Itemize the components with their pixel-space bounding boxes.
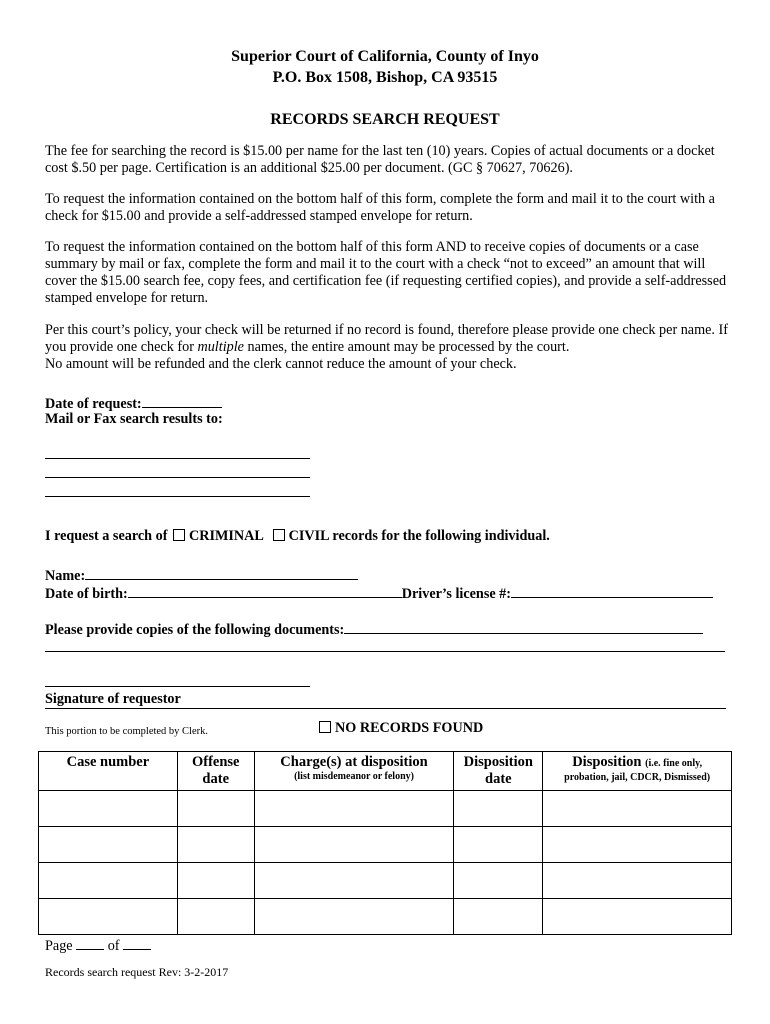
table-cell[interactable] bbox=[177, 827, 254, 863]
table-cell[interactable] bbox=[39, 899, 178, 935]
table-cell[interactable] bbox=[454, 863, 543, 899]
date-field[interactable] bbox=[142, 394, 222, 408]
table-cell[interactable] bbox=[454, 827, 543, 863]
header-disposition-sub2: probation, jail, CDCR, Dismissed) bbox=[564, 772, 711, 783]
clerk-note: This portion to be completed by Clerk. bbox=[45, 726, 209, 737]
criminal-checkbox[interactable] bbox=[173, 529, 185, 541]
header-disposition-sub1: (i.e. fine only, bbox=[645, 758, 703, 769]
no-records-label: NO RECORDS FOUND bbox=[335, 720, 484, 736]
table-cell[interactable] bbox=[177, 863, 254, 899]
records-table bbox=[38, 751, 732, 935]
policy-text-b: names, the entire amount may be processed by the court. bbox=[243, 339, 570, 355]
table-cell[interactable] bbox=[254, 827, 454, 863]
table-cell[interactable] bbox=[254, 899, 454, 935]
date-label: Date of request: bbox=[45, 396, 142, 412]
table-row bbox=[39, 863, 732, 899]
table-cell[interactable] bbox=[543, 827, 732, 863]
dob-label: Date of birth: bbox=[45, 586, 128, 602]
court-address: P.O. Box 1508, Bishop, CA 93515 bbox=[272, 69, 498, 86]
header-disposition: Disposition (i.e. fine only, probation, jail, CDCR, Dismissed) bbox=[543, 752, 732, 791]
signature-label: Signature of requestor bbox=[45, 691, 181, 707]
criminal-label: CRIMINAL bbox=[188, 528, 264, 544]
section-divider bbox=[45, 708, 726, 709]
of-label: of bbox=[107, 938, 120, 954]
address-line-3[interactable] bbox=[45, 496, 310, 497]
header-case-number: Case number bbox=[39, 752, 178, 791]
request-prefix: I request a search of bbox=[45, 528, 168, 544]
signature-line[interactable] bbox=[45, 686, 310, 687]
policy-italic: multiple bbox=[197, 339, 244, 355]
table-header-row bbox=[39, 752, 732, 791]
table-row bbox=[39, 827, 732, 863]
table-cell[interactable] bbox=[254, 791, 454, 827]
copies-paragraph: To request the information contained on the bottom half of this form AND to receive copies of documents or a case summary by mail or fax, complete the form and mail it to the court with a check “not to exceed” an amount that will cover the $15.00 search fee, copy fees, and certification fee (if requesting certified copies), and provide a self-addressed stamped envelope for return. bbox=[45, 239, 727, 306]
page-label: Page bbox=[45, 938, 73, 954]
name-label: Name: bbox=[45, 568, 86, 584]
copies-label: Please provide copies of the following documents: bbox=[45, 622, 345, 638]
page-number-row bbox=[45, 936, 151, 955]
bottom-half-paragraph: To request the information contained on the bottom half of this form, complete the form and mail it to the court with a check for $15.00 and provide a self-addressed stamped envelope for return. bbox=[45, 191, 715, 224]
policy-text-c: No amount will be refunded and the clerk cannot reduce the amount of your check. bbox=[45, 356, 517, 372]
page-total-field[interactable] bbox=[123, 936, 151, 950]
copies-extra-line[interactable] bbox=[45, 651, 725, 652]
header-charges-sub: (list misdemeanor or felony) bbox=[294, 771, 414, 782]
table-cell[interactable] bbox=[177, 899, 254, 935]
address-line-2[interactable] bbox=[45, 477, 310, 478]
table-cell[interactable] bbox=[543, 899, 732, 935]
header-charges: Charge(s) at disposition (list misdemeanor or felony) bbox=[254, 752, 454, 791]
dob-row bbox=[45, 584, 713, 603]
search-type-row bbox=[45, 528, 550, 545]
copies-row bbox=[45, 620, 703, 639]
form-title: RECORDS SEARCH REQUEST bbox=[270, 111, 500, 128]
civil-checkbox[interactable] bbox=[273, 529, 285, 541]
revision-note: Records search request Rev: 3-2-2017 bbox=[45, 965, 229, 979]
table-cell[interactable] bbox=[454, 791, 543, 827]
court-name: Superior Court of California, County of Inyo bbox=[231, 48, 539, 65]
policy-text-a: Per this court’s policy, your check will be returned if no record is found, therefore please provide one check per name. If you provide one check for bbox=[45, 322, 728, 355]
table-cell[interactable] bbox=[454, 899, 543, 935]
dob-field[interactable] bbox=[128, 584, 402, 598]
table-cell[interactable] bbox=[543, 791, 732, 827]
page-number-field[interactable] bbox=[76, 936, 104, 950]
no-records-checkbox[interactable] bbox=[319, 721, 331, 733]
table-row bbox=[39, 791, 732, 827]
table-cell[interactable] bbox=[39, 827, 178, 863]
address-line-1[interactable] bbox=[45, 458, 310, 459]
name-field[interactable] bbox=[85, 566, 358, 580]
table-cell[interactable] bbox=[39, 791, 178, 827]
table-cell[interactable] bbox=[254, 863, 454, 899]
mail-label: Mail or Fax search results to: bbox=[45, 411, 223, 427]
table-cell[interactable] bbox=[177, 791, 254, 827]
civil-label: CIVIL records for the following individual. bbox=[288, 528, 550, 544]
table-cell[interactable] bbox=[543, 863, 732, 899]
header-disposition-date: Disposition date bbox=[454, 752, 543, 791]
no-records-row bbox=[317, 720, 483, 737]
copies-field[interactable] bbox=[344, 620, 703, 634]
license-field[interactable] bbox=[511, 584, 713, 598]
fee-paragraph: The fee for searching the record is $15.00 per name for the last ten (10) years. Copies of actual documents or a docket cost $.50 per page. Certification is an additional $25.00 per document. (GC § 70627, 70626). bbox=[45, 143, 715, 176]
table-cell[interactable] bbox=[39, 863, 178, 899]
name-row bbox=[45, 566, 358, 585]
policy-paragraph bbox=[45, 322, 735, 373]
license-label: Driver’s license #: bbox=[401, 586, 511, 602]
header-offense-date: Offense date bbox=[177, 752, 254, 791]
table-row bbox=[39, 899, 732, 935]
